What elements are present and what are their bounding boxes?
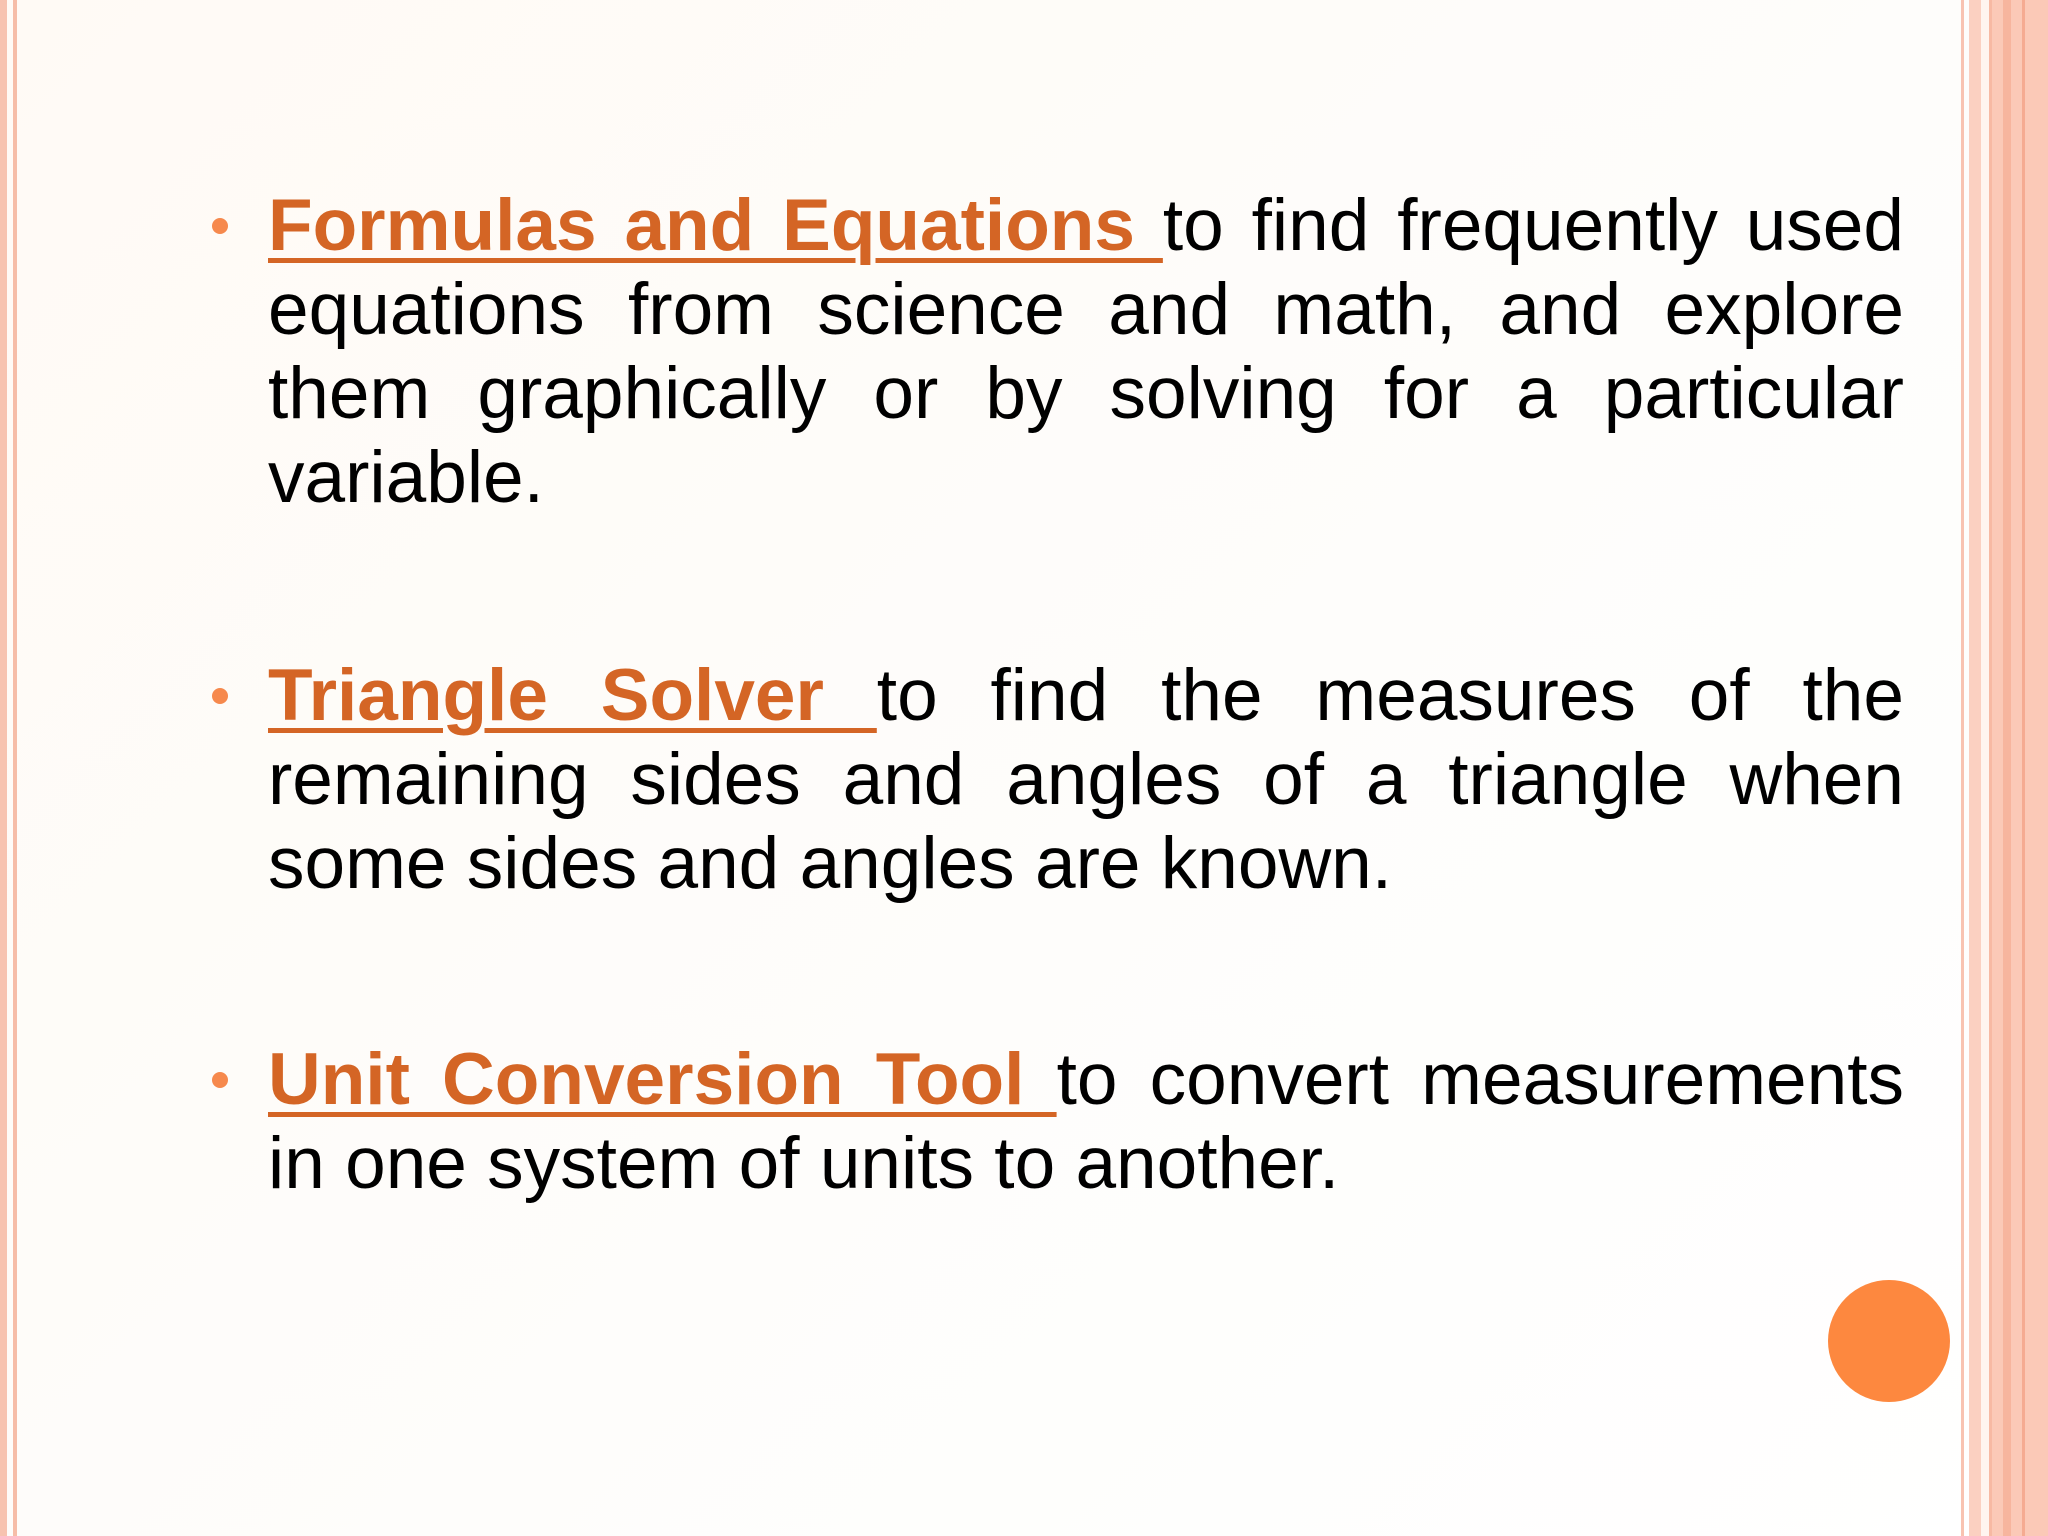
unit-conversion-tool-link[interactable]: Unit Conversion Tool <box>268 1039 1057 1120</box>
triangle-solver-link[interactable]: Triangle Solver <box>268 655 877 736</box>
bullet-text <box>268 654 1904 906</box>
bullet-description: to convert measurements in one system of units to another. <box>268 1039 1904 1204</box>
bullet-text <box>268 184 1904 520</box>
bullet-description: to find frequently used equations from science and math, and explore them graphically or by solving for a particular variable. <box>268 185 1905 518</box>
bullet-dot-icon <box>212 688 228 704</box>
bullet-text <box>268 1038 1904 1206</box>
bullet-dot-icon <box>212 218 228 234</box>
formulas-and-equations-link[interactable]: Formulas and Equations <box>268 185 1163 266</box>
bullet-description: to find the measures of the remaining sides and angles of a triangle when some sides and angles are known. <box>268 655 1904 904</box>
bullet-dot-icon <box>212 1072 228 1088</box>
decorative-circle <box>1828 1280 1950 1402</box>
